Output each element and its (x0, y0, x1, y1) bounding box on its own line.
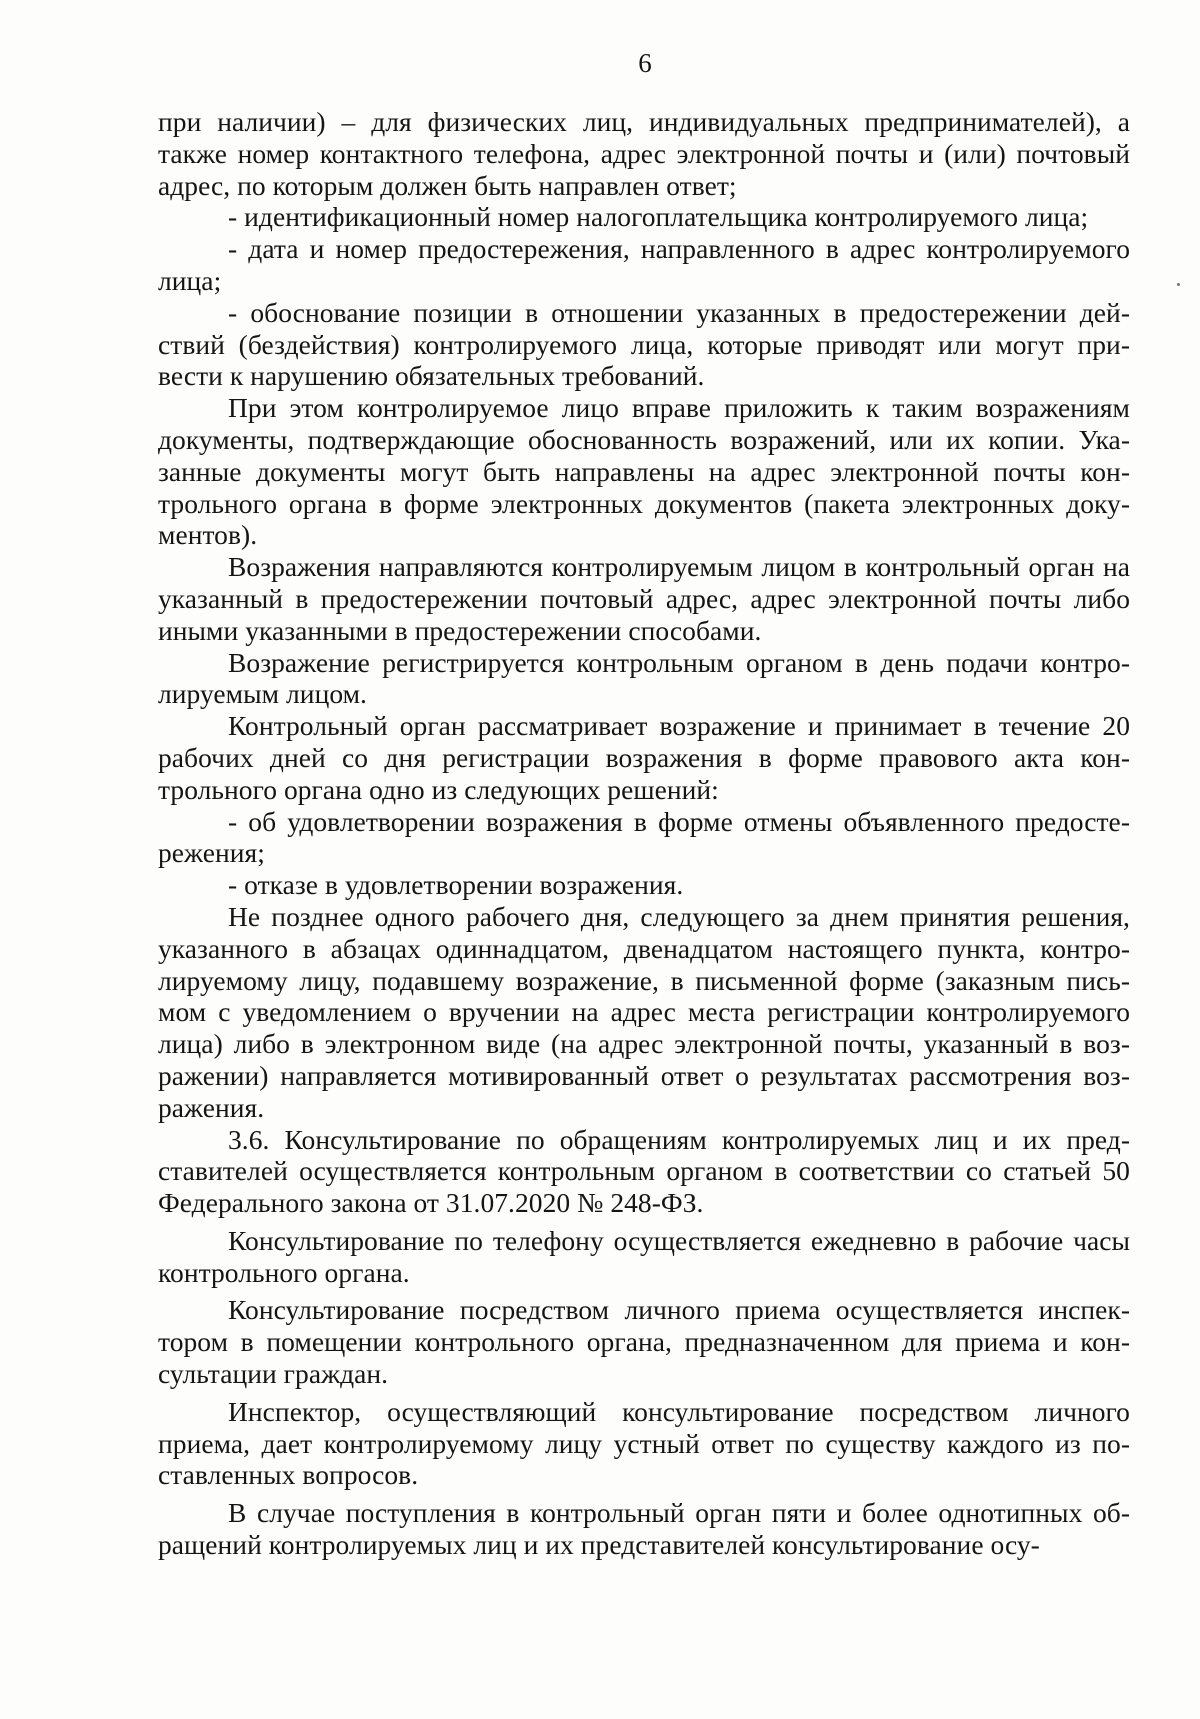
paragraph-13: Консультирование по телефону осуществляется ежедневно в рабочие часы контрольного органа. (158, 1224, 1130, 1288)
paragraph-10: - отказе в удовлетворении возражения. (228, 869, 684, 901)
paragraph-7: Возражение регистрируется контрольным органом в день подачи контролируемым лицом. (158, 646, 1130, 710)
page-number: 6 (638, 48, 652, 78)
paragraph-12: 3.6. Консультирование по обращениям контролируемых лиц и их представителей осуществляется контрольным органом в соответствии со статьей 50 Федерального закона от 31.07.2020 № 248-ФЗ. (158, 1123, 1130, 1219)
paragraph-3: - дата и номер предостережения, направленного в адрес контролируемого лица; (158, 233, 1130, 296)
paragraph-2: - идентификационный номер налогоплательщика контролируемого лица; (228, 201, 1089, 233)
paragraph-1: при наличии) – для физических лиц, индивидуальных предпринимателей), а также номер контактного телефона, адрес электронной почты и (или) почтовый адрес, по которым должен быть направлен ответ; (158, 106, 1130, 201)
paragraph-11: Не позднее одного рабочего дня, следующего за днем принятия решения, указанного в абзацах одиннадцатом, двенадцатом настоящего пункта, контролируемому лицу, подавшему возражение, в письменной форме (заказным письмом с уведомлением о вручении на адрес места регистрации контролируемого лица) либо в электронном виде (на адрес электронной почты, указанный в возражении) направляется мотивированный ответ о результатах рассмотрения возражения. (158, 900, 1130, 1123)
paragraph-16: В случае поступления в контрольный орган пяти и более однотипных обращений контролируемых лиц и их представителей консультирование осу- (158, 1497, 1130, 1561)
paragraph-6: Возражения направляются контролируемым лицом в контрольный орган на указанный в предостережении почтовый адрес, адрес электронной почты либо иными указанными в предостережении способами. (158, 551, 1130, 646)
document-body (158, 106, 1130, 1561)
paragraph-4: - обоснование позиции в отношении указанных в предостережении действий (бездействия) контролируемого лица, которые приводят или могут привести к нарушению обязательных требований. (158, 296, 1130, 392)
paragraph-15: Инспектор, осуществляющий консультирование посредством личного приема, дает контролируемому лицу устный ответ по существу каждого из поставленных вопросов. (158, 1395, 1130, 1491)
paragraph-14: Консультирование посредством личного приема осуществляется инспектором в помещении контрольного органа, предназначенном для приема и консультации граждан. (158, 1294, 1130, 1390)
paragraph-5: При этом контролируемое лицо вправе приложить к таким возражениям документы, подтверждающие обоснованность возражений, или их копии. Указанные документы могут быть направлены на адрес электронной почты контрольного органа в форме электронных документов (пакета электронных документов). (158, 392, 1130, 551)
paragraph-9: - об удовлетворении возражения в форме отмены объявленного предостережения; (158, 805, 1130, 869)
scan-speck (1177, 283, 1180, 286)
paragraph-8: Контрольный орган рассматривает возражение и принимает в течение 20 рабочих дней со дня регистрации возражения в форме правового акта контрольного органа одно из следующих решений: (158, 710, 1130, 805)
